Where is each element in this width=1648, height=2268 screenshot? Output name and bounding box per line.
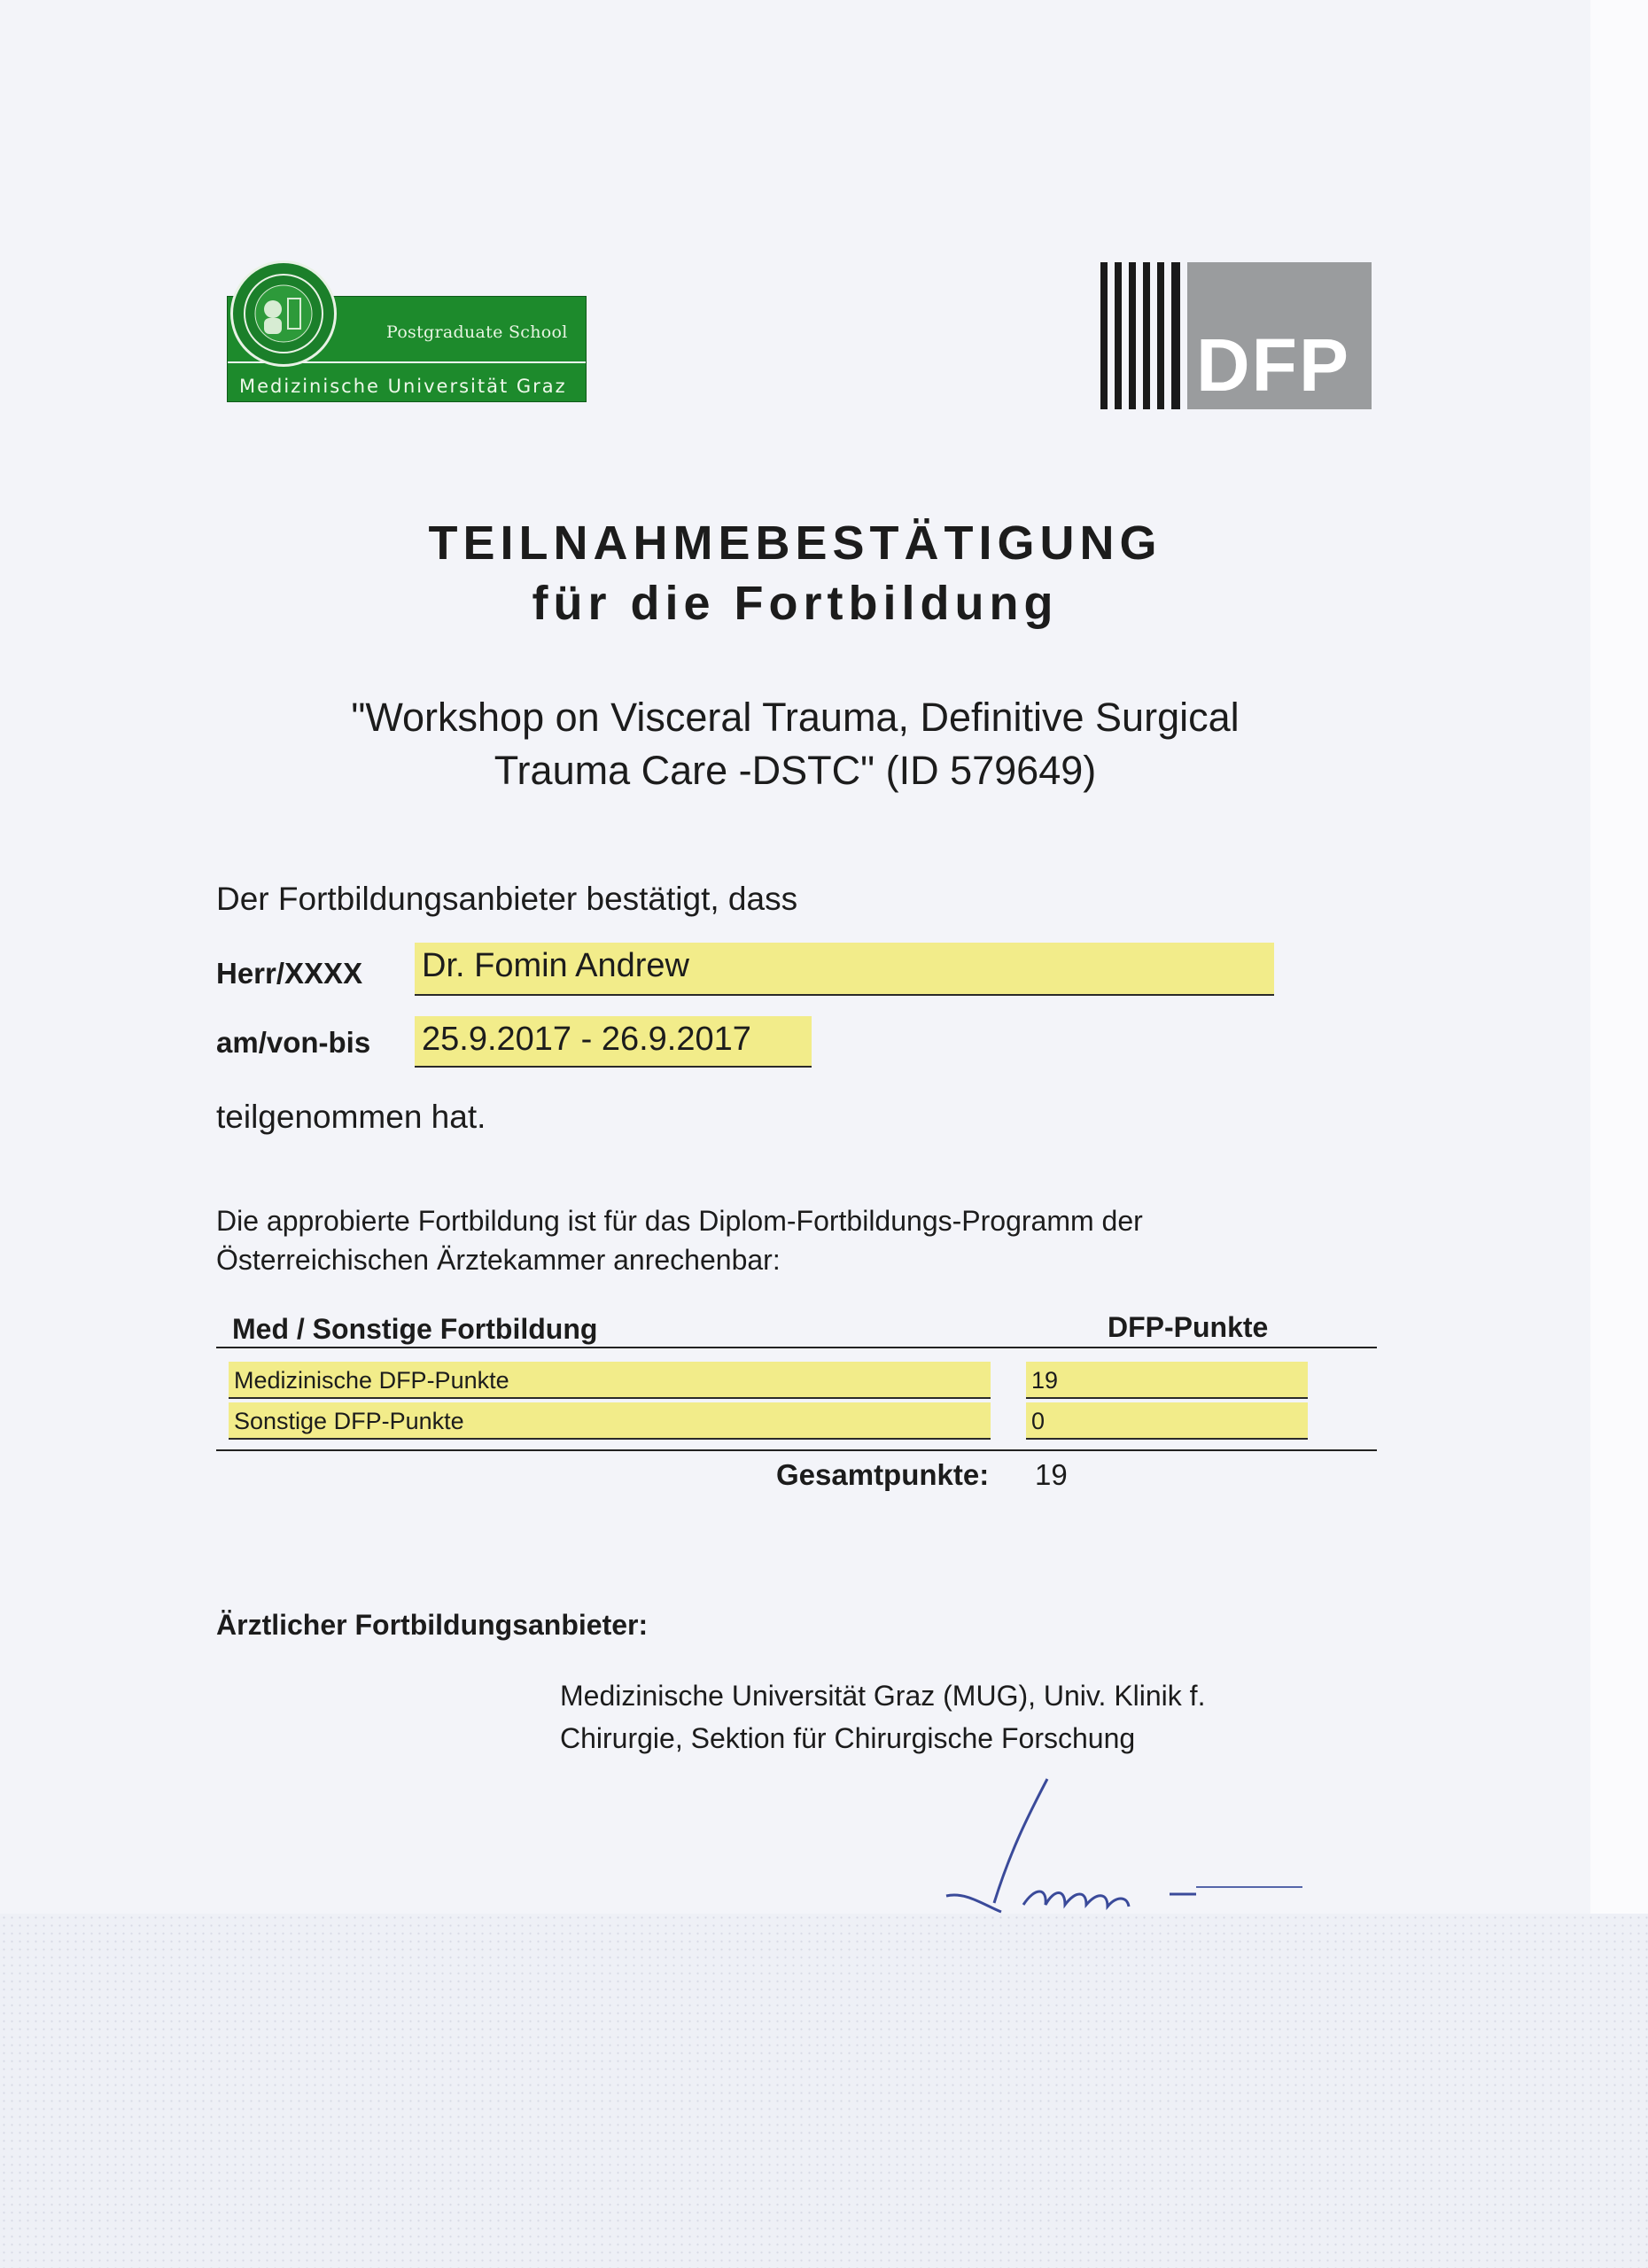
table-top-rule xyxy=(216,1347,1377,1348)
mug-seal-icon xyxy=(230,260,337,367)
table-bottom-rule xyxy=(216,1449,1377,1451)
participant-name-field: Dr. Fomin Andrew xyxy=(415,943,1274,996)
total-points-value: 19 xyxy=(1035,1458,1068,1491)
name-label: Herr/XXXX xyxy=(216,957,363,990)
confirmation-intro: Der Fortbildungsanbieter bestätigt, dass xyxy=(216,881,798,917)
confirmation-closing: teilgenommen hat. xyxy=(216,1099,486,1135)
approval-text-line1: Die approbierte Fortbildung ist für das Diplom-Fortbildungs-Programm der xyxy=(216,1205,1143,1237)
signature-icon xyxy=(930,1772,1329,1914)
scan-background xyxy=(0,1914,1648,2268)
dfp-barcode-icon xyxy=(1100,262,1187,409)
table-header-category: Med / Sonstige Fortbildung xyxy=(232,1313,598,1345)
table-row-label: Sonstige DFP-Punkte xyxy=(229,1402,991,1440)
provider-line1: Medizinische Universität Graz (MUG), Univ. Klinik f. xyxy=(560,1680,1206,1712)
provider-line2: Chirurgie, Sektion für Chirurgische Forschung xyxy=(560,1722,1136,1754)
dfp-logo-text: DFP xyxy=(1196,323,1350,407)
dfp-logo xyxy=(1100,262,1372,409)
table-header-points: DFP-Punkte xyxy=(1108,1311,1269,1343)
course-name-line2: Trauma Care -DSTC" (ID 579649) xyxy=(494,748,1097,793)
total-points-label: Gesamtpunkte: xyxy=(776,1458,990,1491)
table-row-label: Medizinische DFP-Punkte xyxy=(229,1362,991,1399)
approval-text-line2: Österreichischen Ärztekammer anrechenbar: xyxy=(216,1244,781,1276)
document-subtitle: für die Fortbildung xyxy=(532,577,1059,630)
provider-heading: Ärztlicher Fortbildungsanbieter: xyxy=(216,1609,649,1641)
date-label: am/von-bis xyxy=(216,1026,371,1059)
mug-logo xyxy=(227,260,587,402)
table-row-value: 0 xyxy=(1026,1402,1308,1440)
document-title: TEILNAHMEBESTÄTIGUNG xyxy=(428,517,1162,570)
date-range-field: 25.9.2017 - 26.9.2017 xyxy=(415,1016,812,1068)
mug-logo-title: Medizinische Universität Graz xyxy=(239,376,567,397)
table-row-value: 19 xyxy=(1026,1362,1308,1399)
mug-logo-subtitle: Postgraduate School xyxy=(386,322,568,342)
page-edge xyxy=(1590,0,1648,1914)
course-name-line1: "Workshop on Visceral Trauma, Definitive Surgical xyxy=(351,695,1240,740)
